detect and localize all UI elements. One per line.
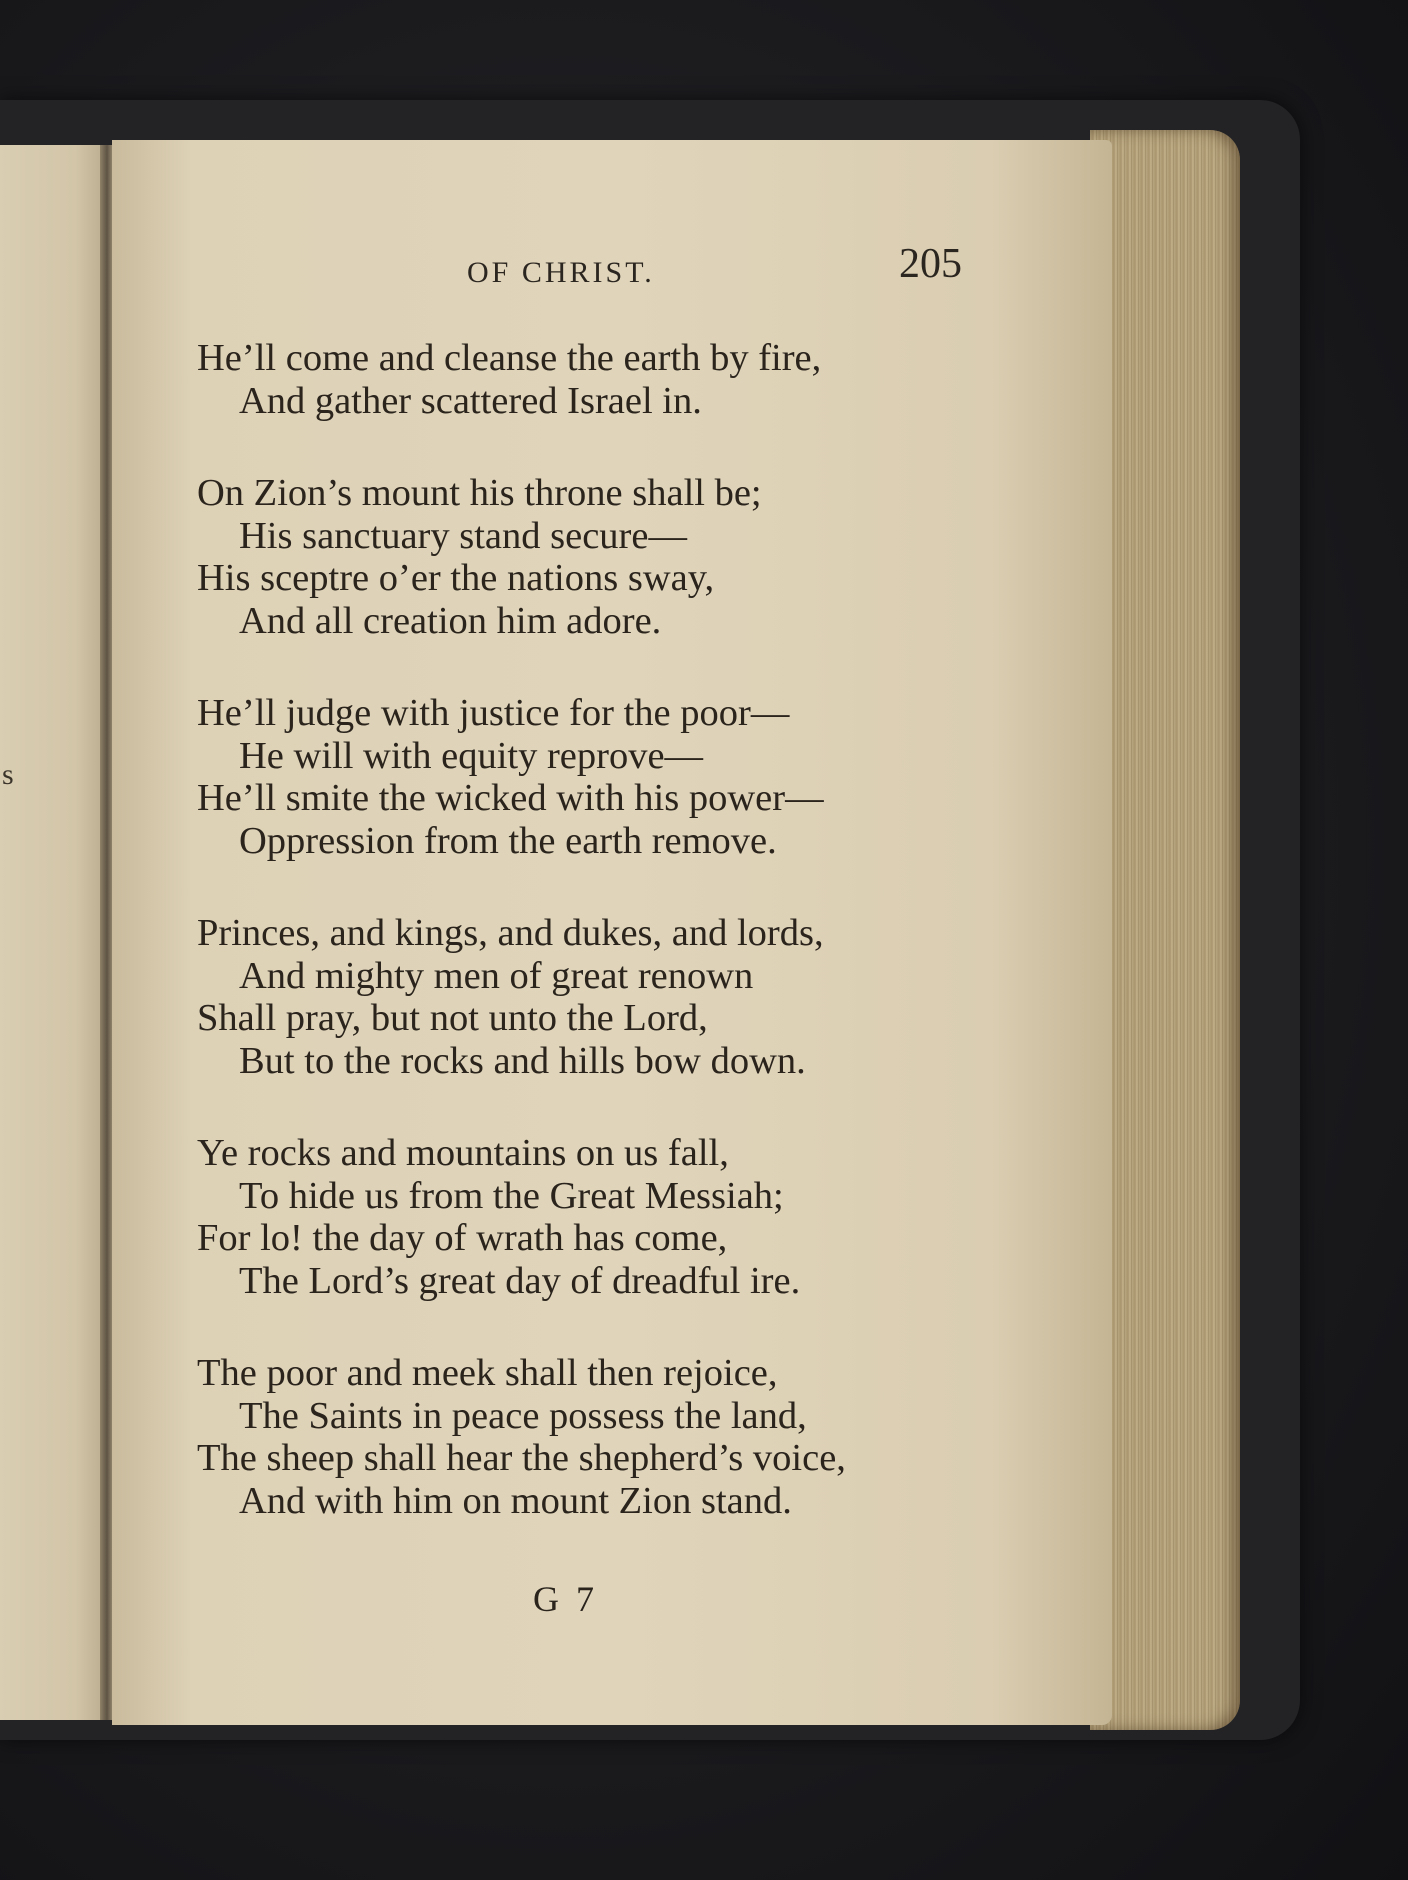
verse-line: But to the rocks and hills bow down.: [239, 1039, 806, 1082]
verse-line: For lo! the day of wrath has come,: [197, 1217, 728, 1259]
verse-line: The Saints in peace possess the land,: [239, 1394, 807, 1437]
stanza: [197, 692, 1057, 862]
page-edges: [1090, 130, 1240, 1730]
verse-line: The Lord’s great day of dreadful ire.: [239, 1259, 801, 1302]
verse-line: And gather scattered Israel in.: [239, 379, 702, 422]
verse-line: Oppression from the earth remove.: [239, 819, 777, 862]
poem-body: [197, 337, 1057, 1572]
verse-line: The poor and meek shall then rejoice,: [197, 1352, 778, 1394]
verse-line: His sceptre o’er the nations sway,: [197, 557, 715, 599]
left-page: [0, 145, 108, 1720]
verse-line: The sheep shall hear the shepherd’s voice,: [197, 1437, 846, 1479]
stanza: [197, 1132, 1057, 1302]
page-number: 205: [899, 241, 962, 287]
verse-line: His sanctuary stand secure—: [239, 514, 687, 557]
left-page-fragment: s: [2, 758, 14, 791]
verse-line: And mighty men of great renown: [239, 954, 754, 997]
verse-line: And with him on mount Zion stand.: [239, 1479, 792, 1522]
verse-line: Ye rocks and mountains on us fall,: [197, 1132, 729, 1174]
stanza: [197, 472, 1057, 642]
verse-line: He’ll come and cleanse the earth by fire,: [197, 337, 822, 379]
verse-line: He will with equity reprove—: [239, 734, 704, 777]
stanza: [197, 912, 1057, 1082]
verse-line: And all creation him adore.: [239, 599, 662, 642]
verse-line: On Zion’s mount his throne shall be;: [197, 472, 762, 514]
verse-line: Princes, and kings, and dukes, and lords,: [197, 912, 824, 954]
verse-line: Shall pray, but not unto the Lord,: [197, 997, 708, 1039]
stanza: [197, 337, 1057, 422]
stanza: [197, 1352, 1057, 1522]
running-head: OF CHRIST.: [467, 256, 655, 289]
verse-line: To hide us from the Great Messiah;: [239, 1174, 784, 1217]
verse-line: He’ll judge with justice for the poor—: [197, 692, 790, 734]
verse-line: He’ll smite the wicked with his power—: [197, 777, 824, 819]
signature-mark: G 7: [533, 1579, 598, 1619]
